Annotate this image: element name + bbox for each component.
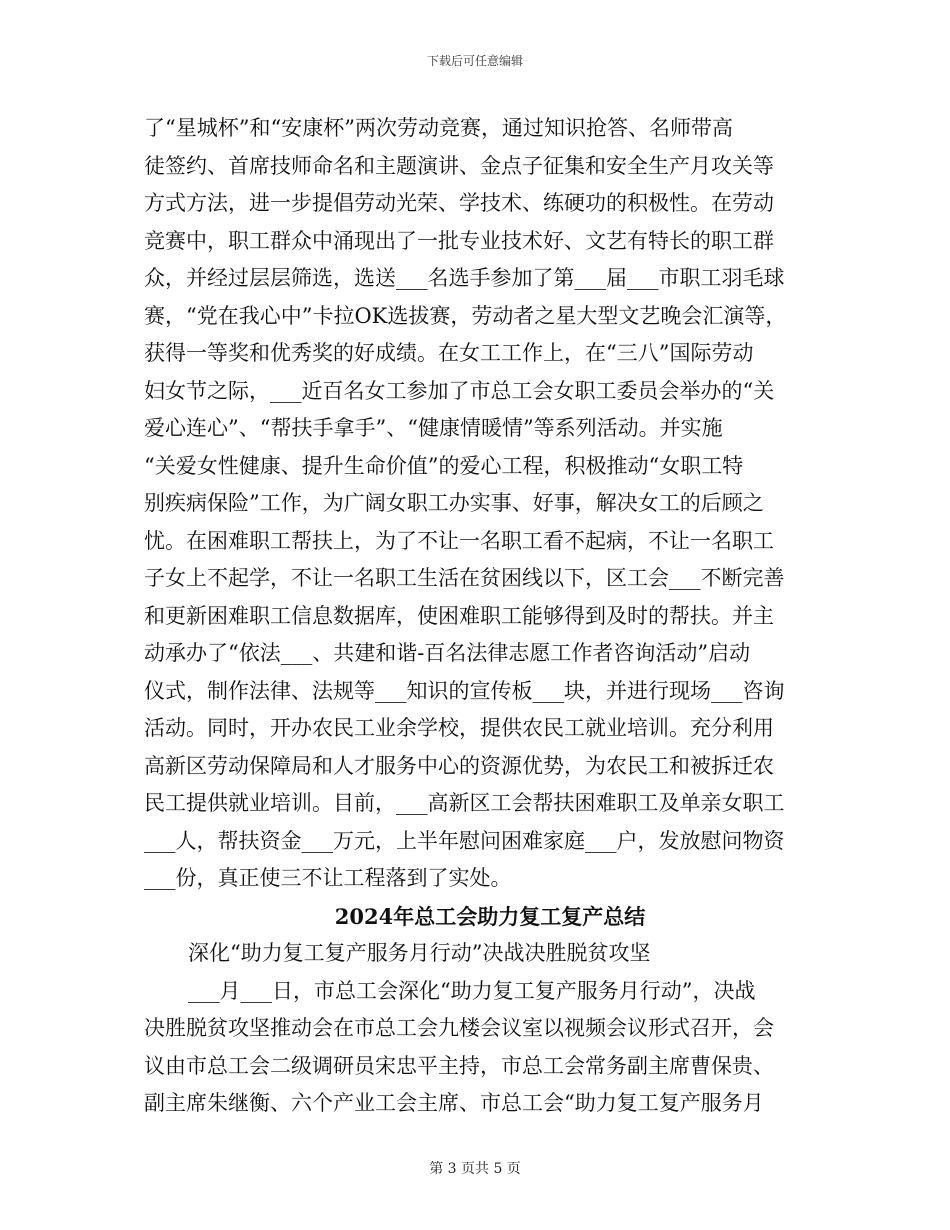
section-title: 2024年总工会助力复工复产总结 (334, 903, 646, 929)
body-line: 徒签约、首席技师命名和主题演讲、金点子征集和安全生产月攻关等 (144, 153, 774, 178)
body-line: ___份，真正使三不让工程落到了实处。 (144, 866, 512, 890)
body-line: 动承办了“依法___、共建和谐-百名法律志愿工作者咨询活动”启动 (144, 641, 751, 665)
body-line: 众，并经过层层筛选，选送___名选手参加了第___届___市职工羽毛球 (144, 266, 785, 290)
body-line: 和更新困难职工信息数据库，使困难职工能够得到及时的帮扶。并主 (144, 603, 774, 628)
body-line: 仪式，制作法律、法规等___知识的宣传板___块，并进行现场___咨询 (144, 678, 785, 703)
body-line: 妇女节之际，___近百名女工参加了市总工会女职工委员会举办的“关 (144, 378, 775, 403)
body-line: 了“星城杯”和“安康杯”两次劳动竞赛，通过知识抢答、名师带高 (144, 116, 733, 140)
page-footer: 第 3 页共 5 页 (429, 1161, 521, 1177)
page-header: 下载后可任意编辑 (426, 54, 523, 68)
section-line: ___月___日，市总工会深化“助力复工复产服务月行动”，决战 (188, 978, 756, 1003)
body-line: 子女上不起学，不让一名职工生活在贫困线以下，区工会___不断完善 (144, 566, 785, 590)
section-line: 决胜脱贫攻坚推动会在市总工会九楼会议室以视频会议形式召开，会 (144, 1016, 774, 1040)
body-line: 方式方法，进一步提倡劳动光荣、学技术、练硬功的积极性。在劳动 (144, 191, 774, 215)
section-subtitle: 深化“助力复工复产服务月行动”决战决胜脱贫攻坚 (188, 941, 651, 965)
body-line: 忧。在困难职工帮扶上，为了不让一名职工看不起病，不让一名职工 (144, 528, 774, 553)
body-line: 获得一等奖和优秀奖的好成绩。在女工工作上，在“三八”国际劳动 (144, 341, 754, 365)
document-body (144, 110, 816, 1123)
body-line: 民工提供就业培训。目前，___高新区工会帮扶困难职工及单亲女职工 (144, 791, 785, 815)
section-line: 副主席朱继衡、六个产业工会主席、市总工会“助力复工复产服务月 (144, 1091, 764, 1115)
body-line: 竞赛中，职工群众中涌现出了一批专业技术好、文艺有特长的职工群 (144, 228, 774, 253)
body-line: 活动。同时，开办农民工业余学校，提供农民工就业培训。充分利用 (144, 716, 774, 740)
body-line: ___人，帮扶资金___万元，上半年慰问困难家庭___户，发放慰问物资 (144, 828, 785, 853)
section-line: 议由市总工会二级调研员宋忠平主持，市总工会常务副主席曹保贵、 (144, 1053, 774, 1078)
body-line: 爱心连心”、“帮扶手拿手”、“健康情暖情”等系列活动。并实施 (144, 416, 723, 440)
body-line: 高新区劳动保障局和人才服务中心的资源优势，为农民工和被拆迁农 (144, 753, 774, 778)
body-line: 别疾病保险”工作，为广阔女职工办实事、好事，解决女工的后顾之 (144, 491, 764, 515)
body-line: 赛，“党在我心中”卡拉OK选拔赛，劳动者之星大型文艺晚会汇演等， (144, 303, 787, 328)
body-line: “关爱女性健康、提升生命价值”的爱心工程，积极推动“女职工特 (144, 453, 744, 478)
